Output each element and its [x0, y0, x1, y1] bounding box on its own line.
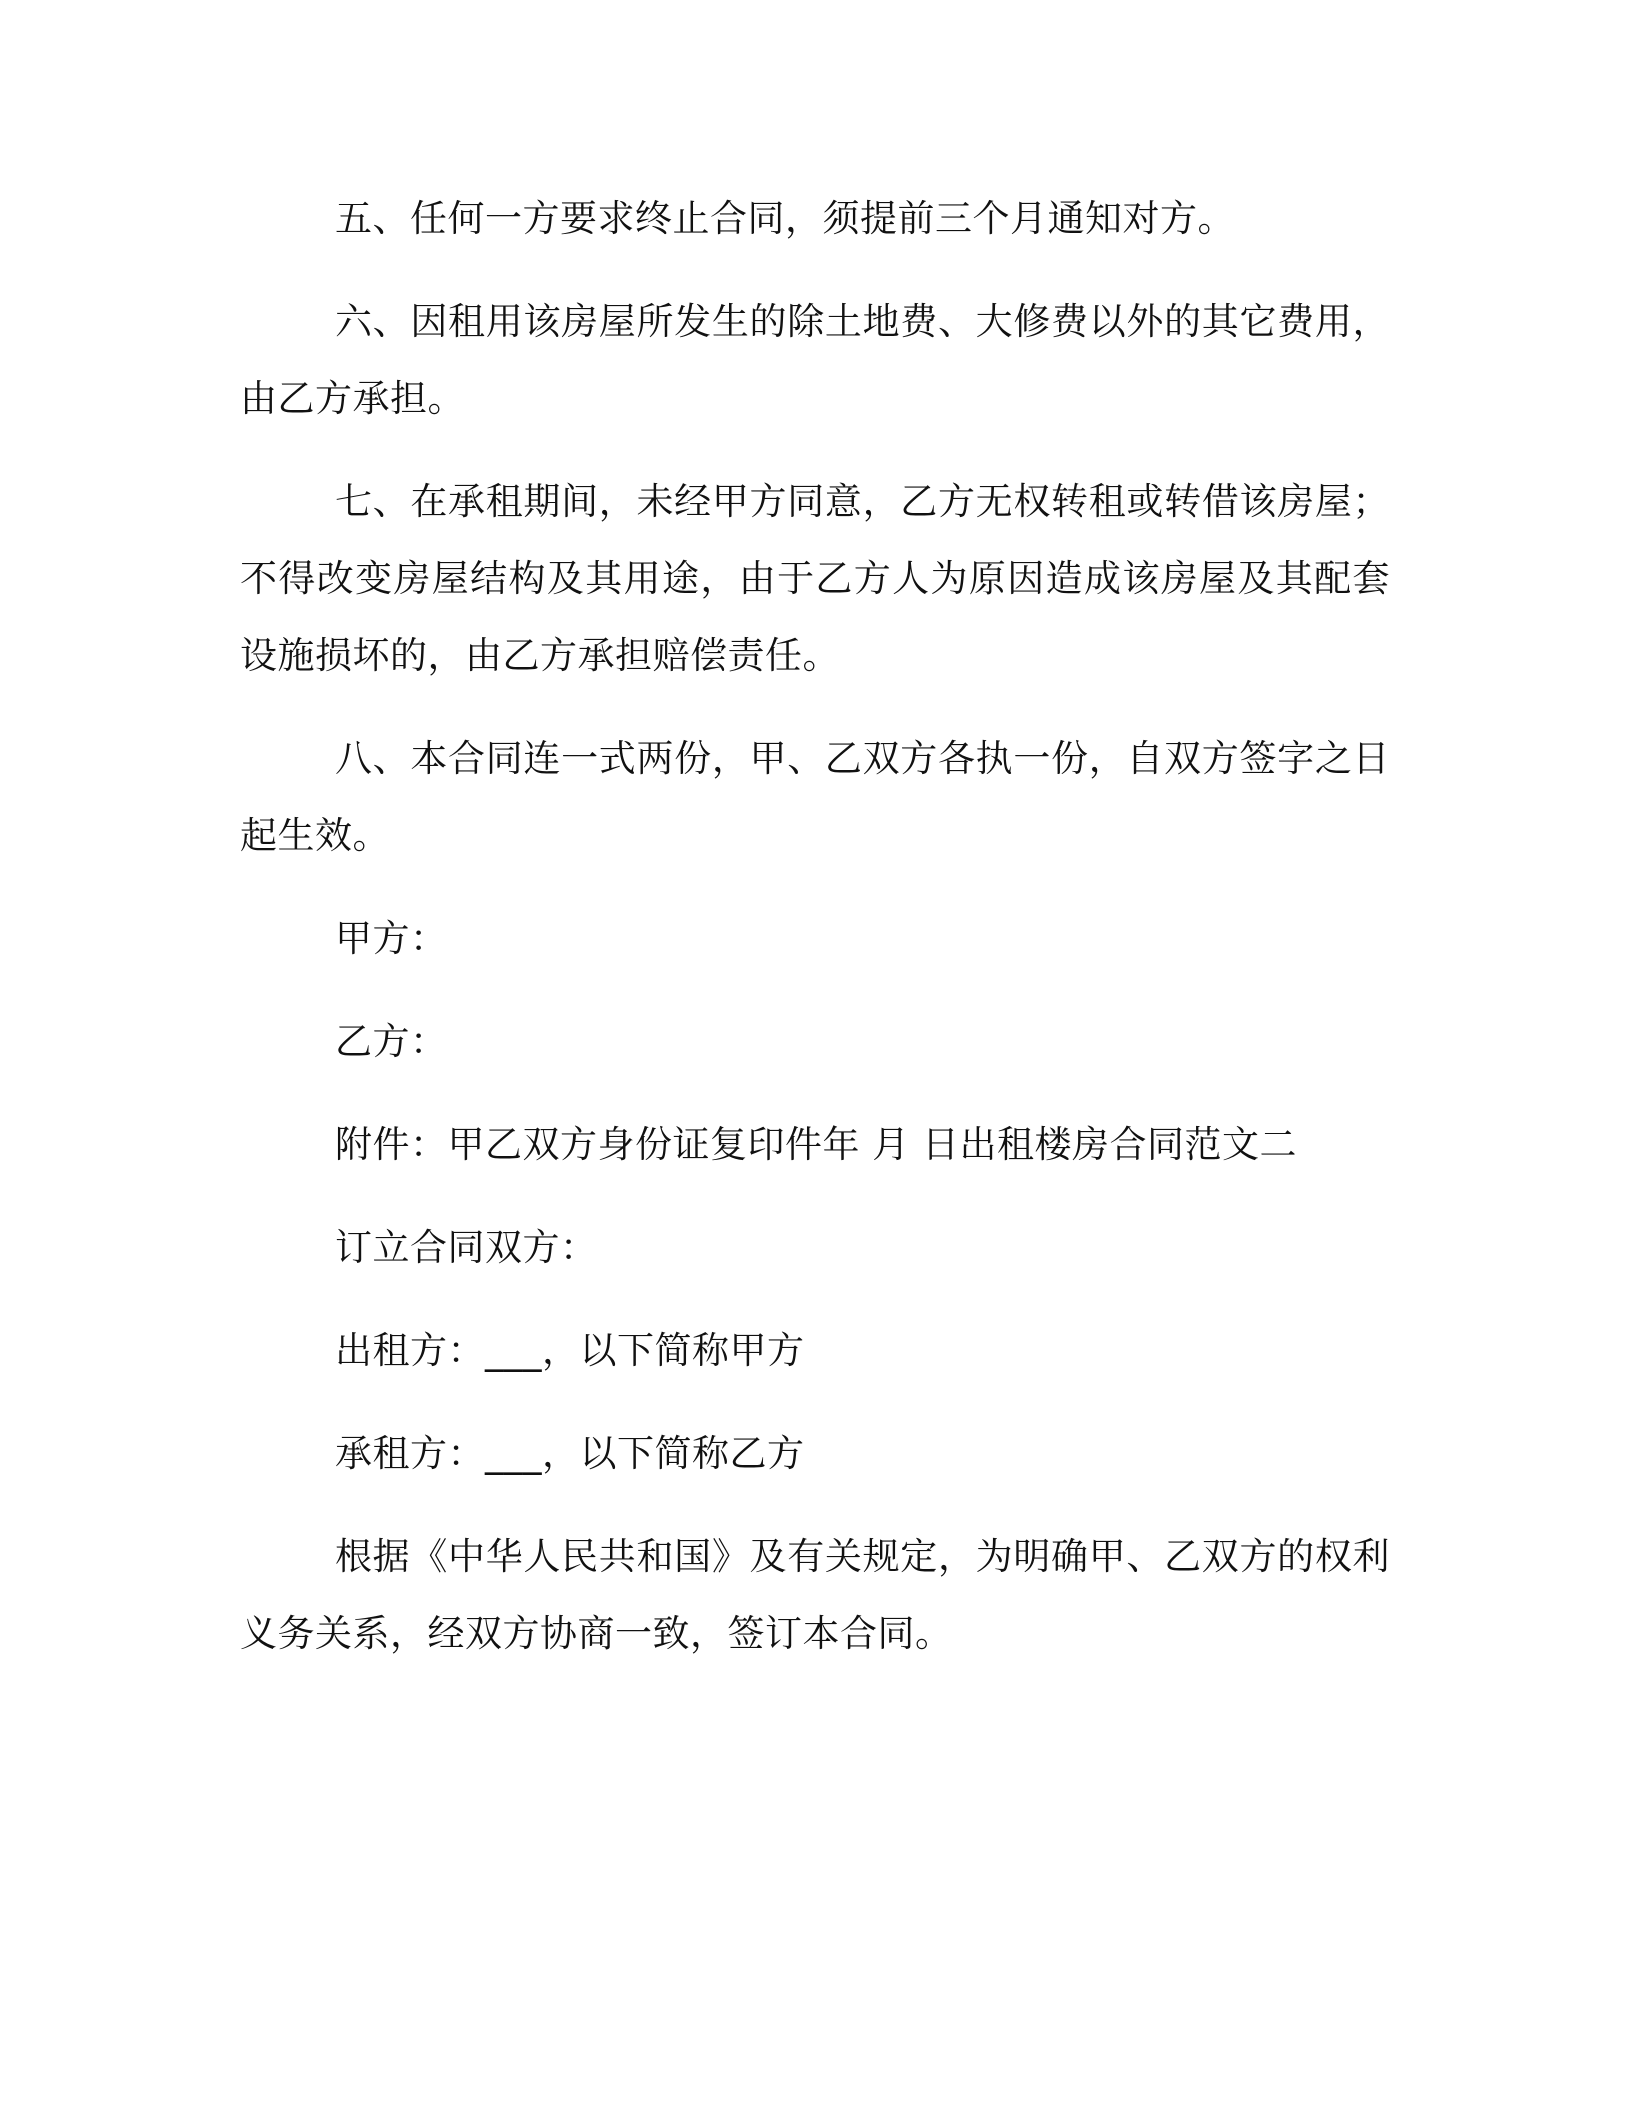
contract-parties-heading: 订立合同双方：	[335, 1226, 598, 1269]
clause-five: 五、任何一方要求终止合同，须提前三个月通知对方。	[335, 197, 1235, 240]
clause-eight: 八、本合同连一式两份，甲、乙双方各执一份，自双方签字之日起生效。	[240, 737, 1390, 857]
party-a-line: 甲方：	[335, 917, 448, 960]
clause-six: 六、因租用该房屋所发生的除土地费、大修费以外的其它费用，由乙方承担。	[240, 300, 1390, 420]
lessee-line: 承租方：___，以下简称乙方	[335, 1432, 805, 1475]
lessor-line: 出租方：___，以下简称甲方	[335, 1329, 805, 1372]
attachment-line: 附件：甲乙双方身份证复印件年 月 日出租楼房合同范文二	[335, 1123, 1298, 1166]
party-b-line: 乙方：	[335, 1020, 448, 1063]
clause-seven: 七、在承租期间，未经甲方同意，乙方无权转租或转借该房屋；不得改变房屋结构及其用途，由于乙方人为原因造成该房屋及其配套设施损坏的，由乙方承担赔偿责任。	[240, 480, 1390, 677]
preamble-paragraph: 根据《中华人民共和国》及有关规定，为明确甲、乙双方的权利义务关系，经双方协商一致，签订本合同。	[240, 1535, 1390, 1655]
document-body	[240, 180, 1390, 1698]
